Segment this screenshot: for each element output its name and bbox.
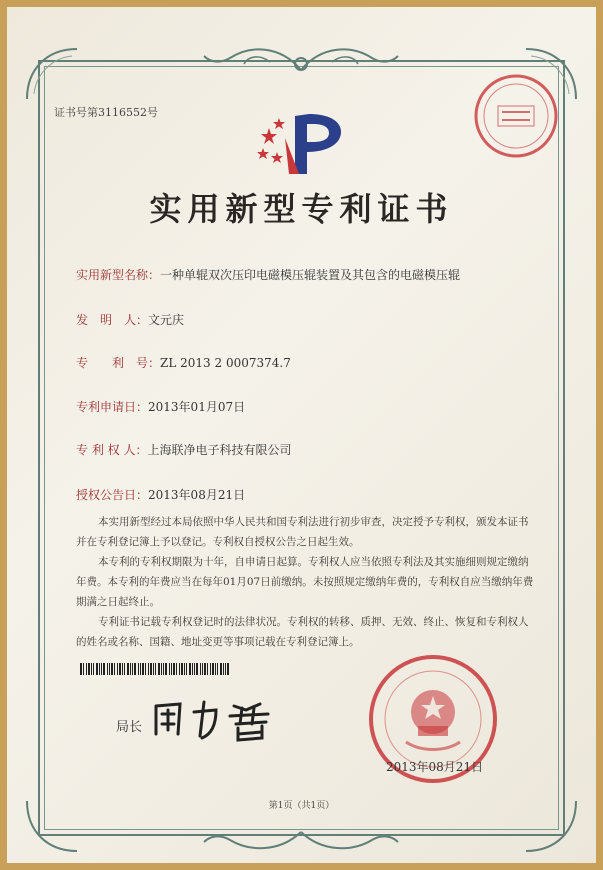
certificate-number: 证书号第3116552号 — [54, 106, 158, 119]
barcode-bar — [127, 663, 129, 675]
corner-ornament-icon — [22, 44, 82, 104]
field-value: 2013年01月07日 — [148, 400, 246, 414]
barcode-bar — [212, 663, 214, 675]
barcode-bar — [140, 663, 141, 675]
field-label: 专 利 号： — [76, 356, 161, 370]
barcode-bar — [99, 663, 100, 675]
barcode-bar — [200, 663, 201, 675]
barcode-bar — [91, 663, 92, 675]
barcode-bar — [109, 663, 110, 675]
barcode-bar — [227, 663, 229, 675]
barcode-bar — [179, 663, 180, 675]
barcode-bar — [192, 663, 193, 675]
barcode-bar — [202, 663, 203, 675]
barcode-bar — [155, 663, 156, 675]
barcode-bar — [210, 663, 211, 675]
field-inventor — [76, 311, 184, 328]
barcode-bar — [184, 663, 185, 675]
barcode-bar — [142, 663, 144, 675]
field-value: ZL 2013 2 0007374.7 — [160, 356, 291, 370]
barcode-bar — [83, 663, 84, 675]
barcode-bar — [207, 663, 208, 675]
barcode-bar — [223, 663, 224, 675]
barcode-bar — [165, 663, 167, 675]
barcode-bar — [153, 663, 154, 675]
barcode-bar — [150, 663, 152, 675]
field-patentee — [76, 441, 291, 458]
barcode-bar — [93, 663, 94, 675]
seal-date: 2013年08月21日 — [386, 760, 484, 774]
barcode-bar — [132, 663, 133, 675]
page-number: 第1页（共1页） — [268, 801, 335, 811]
barcode-bar — [169, 663, 170, 675]
field-utility-model-name — [76, 266, 460, 283]
field-label: 发 明 人： — [76, 313, 149, 327]
paragraph: 专利证书记载专利权登记时的法律状况。专利权的转移、质押、无效、终止、恢复和专利权人的姓名或名称、国籍、地址变更等事项记载在专利登记簿上。 — [76, 616, 529, 648]
director-label: 局长 — [116, 720, 143, 735]
barcode-bar — [145, 663, 146, 675]
barcode-bar — [80, 663, 82, 675]
paragraph: 本专利的专利权期限为十年，自申请日起算。专利权人应当依照专利法及其实施细则规定缴纳年费。本专利的年费应当在每年01月07日前缴纳。未按照规定缴纳年费的，专利权自应当缴纳年费期满之日起终止。 — [76, 556, 534, 608]
barcode-bar — [138, 663, 139, 675]
barcode-bar — [134, 663, 136, 675]
barcode-bar — [220, 663, 222, 675]
barcode-bar — [107, 663, 108, 675]
field-value: 一种单辊双次压印电磁模压辊装置及其包含的电磁模压辊 — [160, 268, 461, 282]
field-application-date — [76, 398, 245, 415]
field-patent-number — [76, 354, 291, 371]
agency-stamp-icon — [470, 70, 562, 162]
barcode-bar — [117, 663, 118, 675]
barcode-bar — [171, 663, 172, 675]
barcode-bar — [215, 663, 216, 675]
top-ornament-icon — [200, 40, 403, 80]
field-grant-date — [76, 486, 245, 503]
barcode-bar — [124, 663, 125, 675]
barcode-bar — [130, 663, 131, 675]
barcode-bar — [114, 663, 115, 675]
barcode-bar — [101, 663, 102, 675]
barcode-bar — [148, 663, 149, 675]
barcode-bar — [181, 663, 183, 675]
barcode-bar — [122, 663, 123, 675]
barcode-bar — [204, 663, 206, 675]
barcode-bar — [103, 663, 105, 675]
patent-logo-icon — [255, 108, 347, 180]
barcode-bar — [176, 663, 177, 675]
barcode-bar — [189, 663, 191, 675]
barcode-bar — [161, 663, 162, 675]
field-value: 2013年08月21日 — [148, 488, 246, 502]
field-label: 专利申请日： — [76, 400, 149, 414]
barcode-bar — [119, 663, 121, 675]
barcode-bar — [88, 663, 90, 675]
signature-icon — [150, 696, 280, 744]
page-title: 实用新型专利证书 — [149, 190, 454, 228]
body-text — [76, 512, 536, 652]
field-label: 授权公告日： — [76, 488, 149, 502]
barcode-bar — [194, 663, 195, 675]
barcode-bar — [158, 663, 160, 675]
bottom-ornament-icon — [200, 826, 403, 856]
field-value: 上海联净电子科技有限公司 — [147, 443, 292, 457]
barcode-bar — [86, 663, 87, 675]
barcode-icon — [80, 663, 232, 675]
barcode-bar — [111, 663, 113, 675]
barcode-bar — [173, 663, 175, 675]
paragraph: 本实用新型经过本局依照中华人民共和国专利法进行初步审查，决定授予专利权，颁发本证书并在专利登记簿上予以登记。专利权自授权公告之日起生效。 — [76, 516, 529, 548]
barcode-bar — [225, 663, 226, 675]
field-label: 实用新型名称： — [76, 268, 161, 282]
field-value: 文元庆 — [148, 313, 185, 327]
barcode-bar — [186, 663, 187, 675]
barcode-bar — [217, 663, 218, 675]
barcode-bar — [196, 663, 198, 675]
field-label: 专 利 权 人： — [76, 443, 148, 457]
barcode-bar — [163, 663, 164, 675]
barcode-bar — [96, 663, 98, 675]
